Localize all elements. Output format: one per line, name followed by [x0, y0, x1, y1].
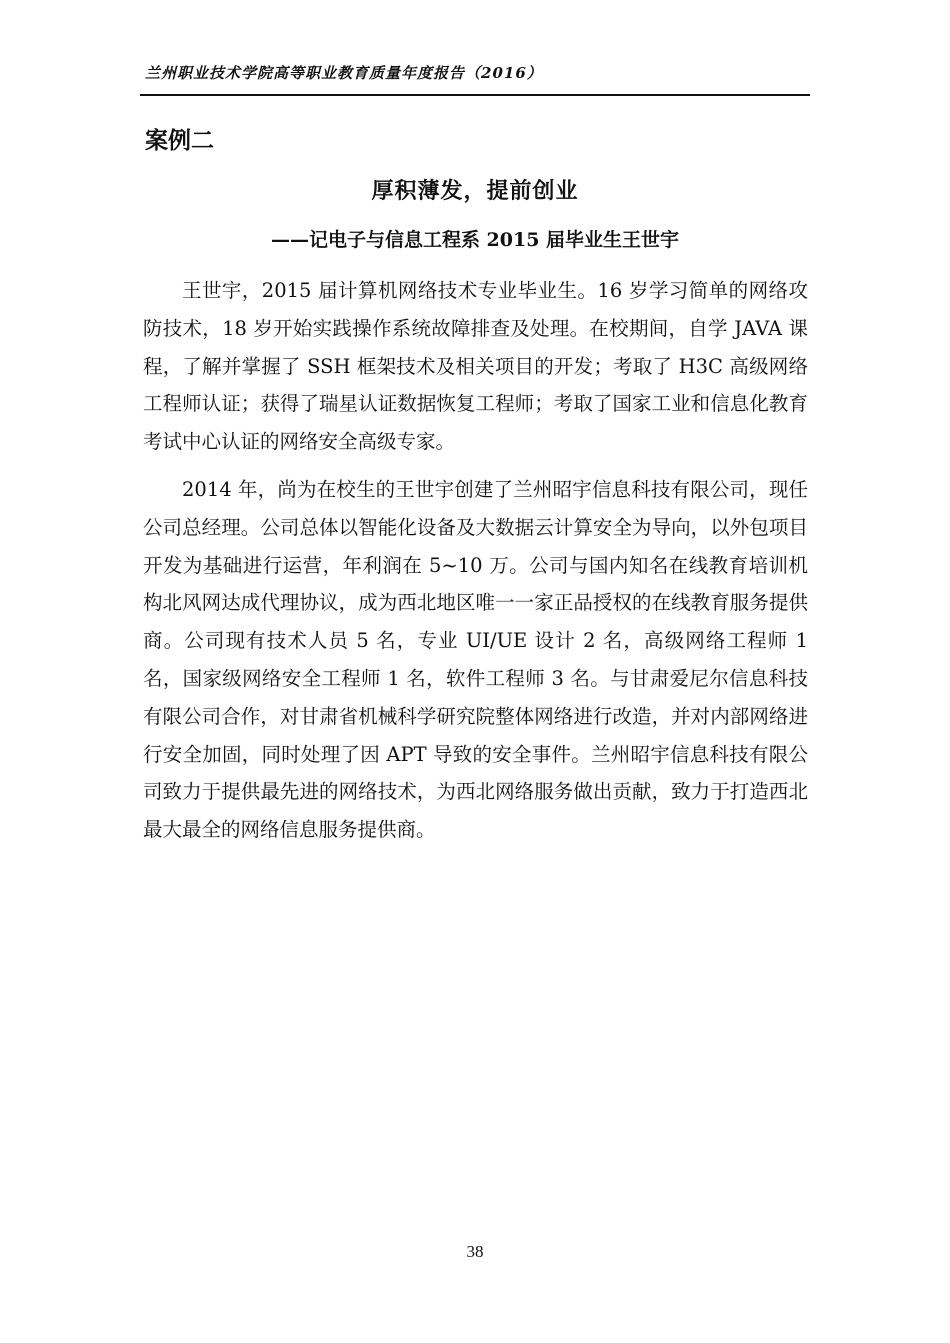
running-header: 兰州职业技术学院高等职业教育质量年度报告（2016） [145, 64, 543, 82]
header-rule [140, 94, 810, 96]
paragraph-1: 王世宇，2015 届计算机网络技术专业毕业生。16 岁学习简单的网络攻防技术，18 岁开始实践操作系统故障排查及处理。在校期间，自学 JAVA 课程，了解并掌握了 SSH 框架技术及相关项目的开发；考取了 H3C 高级网络工程师认证；获得了瑞星认证数据恢复工程师；考取了国家工业和信息化教育考试中心认证的网络安全高级专家。 [143, 279, 808, 454]
case-label: 案例二 [145, 127, 214, 154]
article-subtitle: ——记电子与信息工程系 2015 届毕业生王世宇 [270, 229, 680, 251]
article-title: 厚积薄发，提前创业 [371, 178, 579, 204]
page-number: 38 [466, 1242, 484, 1261]
article-body [143, 272, 808, 849]
paragraph-2: 2014 年，尚为在校生的王世宇创建了兰州昭宇信息科技有限公司，现任公司总经理。公司总体以智能化设备及大数据云计算安全为导向，以外包项目开发为基础进行运营，年利润在 5~10 万。公司与国内知名在线教育培训机构北风网达成代理协议，成为西北地区唯一一家正品授权的在线教育服务提供商。公司现有技术人员 5 名，专业 UI/UE 设计 2 名，高级网络工程师 1 名，国家级网络安全工程师 1 名，软件工程师 3 名。与甘肃爱尼尔信息科技有限公司合作，对甘肃省机械科学研究院整体网络进行改造，并对内部网络进行安全加固，同时处理了因 APT 导致的安全事件。兰州昭宇信息科技有限公司致力于提供最先进的网络技术，为西北网络服务做出贡献，致力于打造西北最大最全的网络信息服务提供商。 [143, 477, 808, 842]
